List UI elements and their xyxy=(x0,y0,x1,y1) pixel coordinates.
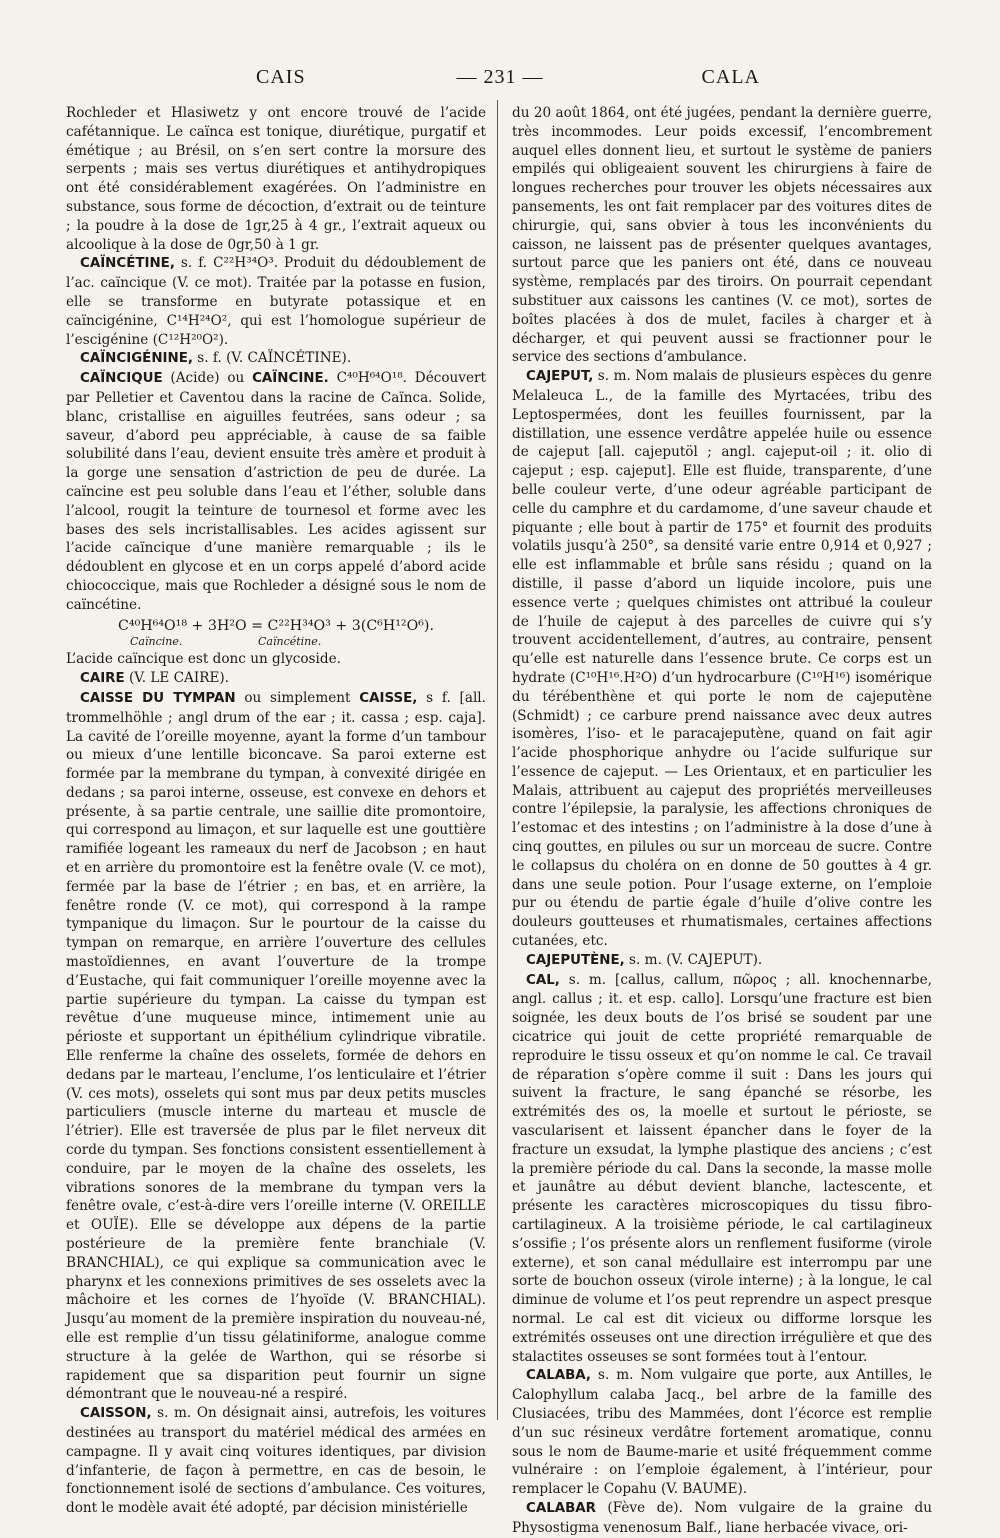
header-left-guideword: CAIS xyxy=(256,66,306,88)
entry-calaba xyxy=(512,1366,932,1499)
entry-text: s. m. On désignait ainsi, autrefois, les voitures destinées au transport du matériel médical des armées en campagne. Il y avait cinq voitures identiques, par division d’infanterie, de façon à permettre, en cas de besoin, le fonctionnement isolé de sections d’ambulance. Ces voitures, dont le modèle avait été adopté, par décision ministérielle xyxy=(66,1405,486,1517)
entry-text: ou simplement xyxy=(235,689,360,706)
entry-cajeputene xyxy=(512,951,932,971)
entry-text: (Fève de). Nom vulgaire de la graine du Physostigma venenosum Balf., liane herbacée vivace, ori- xyxy=(512,1499,932,1536)
page-number: — 231 — xyxy=(456,66,544,88)
headword: CALABA, xyxy=(526,1368,591,1384)
left-column xyxy=(66,104,486,1517)
header-right-guideword: CALA xyxy=(701,66,760,88)
headword: CAÏNCIQUE xyxy=(80,371,163,387)
column-divider xyxy=(497,100,498,1420)
entry-caincetine xyxy=(66,254,486,349)
entry-text: s. f. C²²H³⁴O³. Produit du dédoublement de l’ac. caïncique (V. ce mot). Traitée par la potasse en fusion, elle se transforme en butyrate potassique et en caïncigénine, C¹⁴H²⁴O², qui est l’homologue supérieur de l’escigénine (C¹²H²⁰O²). xyxy=(66,255,486,348)
equation-label: Caïncétine. xyxy=(258,635,322,649)
right-column xyxy=(512,104,932,1536)
entry-cajeput xyxy=(512,367,932,951)
entry-text: s. m. Nom malais de plusieurs espèces du genre Melaleuca L., de la famille des Myrtacées, tribu des Leptospermées, dont les feuilles fournissent, par la distillation, une essence verdâtre appelée huile ou essence de cajeput [all. cajeputöl ; angl. cajeput-oil ; it. olio di cajeput ; esp. cajeput]. Elle est fluide, transparente, d’une belle couleur verte, d’une odeur agréable participant de celle du camphre et du cardamome, d’une saveur chaude et piquante ; elle bout à partir de 175° et fournit des produits volatils jusqu’à 250°, sa densité varie entre 0,914 et 0,927 ; elle est inflammable et brûle sans résidu ; quand on la distille, il passe d’abord un liquide incolore, puis une essence verte ; quelques chimistes ont attribué la couleur de l’huile de cajeput à des parcelles de cuivre qui s’y trouvent accidentellement, d’autres, au contraire, pensent qu’elle est naturelle dans l’essence brute. Ce corps est un hydrate (C¹⁰H¹⁶.H²O) d’un hydrocarbure (C¹⁰H¹⁶) isomérique du térébenthène et qui porte le nom de cajeputène (Schmidt) ; ce carbure prend naissance avec deux autres isomères, l’iso- et le paracajeputène, quand on fait agir l’acide phosphorique anhydre ou l’acide sulfurique sur l’essence de cajeput. — Les Orientaux, et en particulier les Malais, attribuent au cajeput des propriétés merveilleuses contre l’épilepsie, la paralysie, les affections chroniques de l’estomac et des intestins ; on l’administre à la dose d’une à cinq gouttes, en pilules ou sur un morceau de sucre. Contre le collapsus du choléra on en donne de 50 gouttes à 4 gr. dans une seule potion. Pour l’usage externe, on l’emploie pur ou étendu de partie égale d’huile d’olive contre les douleurs goutteuses et rhumatismales, certaines affections cutanées, etc. xyxy=(512,368,932,950)
entry-text: s. f. (V. CAÏNCÉTINE). xyxy=(192,350,352,367)
headword: CAISSON, xyxy=(80,1406,152,1422)
entry-text: s. m. [callus, callum, πῶρος ; all. knochennarbe, angl. callus ; it. et esp. callo]. Lorsqu’une fracture est bien soignée, les deux bouts de l’os brisé se soudent par une cicatrice qui jouit de cette propriété remarquable de reproduire le tissu osseux et qu’on nomme le cal. Ce travail de réparation s’opère comme il suit : Dans les jours qui suivent la fracture, le sang épanché se résorbe, les extrémités des os, la moelle et surtout le périoste, se vascularisent et laissent épancher dans le foyer de la fracture un exsudat, la lymphe plastique des anciens ; c’est la première période du cal. Dans la seconde, la masse molle et jaunâtre au début devient blanche, lactescente, et présente les caractères microscopiques du tissu fibro-cartilagineux. A la troisième période, le cal cartilagineux s’ossifie ; l’os présente alors un renflement fusiforme (virole externe), et son canal médullaire est interrompu par une sorte de bouchon osseux (virole interne) ; à la longue, le cal diminue de volume et l’os peut reprendre un aspect presque normal. Le cal est dit vicieux ou difforme lorsque les extrémités osseuses ont une direction irrégulière et que des stalactites osseuses se sont formées tout à l’entour. xyxy=(512,971,932,1365)
entry-caire xyxy=(66,669,486,689)
entry-text: s. m. Nom vulgaire que porte, aux Antilles, le Calophyllum calaba Jacq., bel arbre de la famille des Clusiacées, tribu des Mammées, dont l’écorce est remplie d’un suc résineux verdâtre fortement aromatique, connu sous le nom de Baume-marie et usité fréquemment comme vulnéraire : on l’emploie également, à l’intérieur, pour remplacer le Copahu (V. BAUME). xyxy=(512,1367,932,1498)
entry-text: s. m. (V. CAJEPUT). xyxy=(624,951,763,968)
entry-text: C⁴⁰H⁶⁴O¹⁸. Découvert par Pelletier et Caventou dans la racine de Caïnca. Solide, blanc, cristallise en aiguilles feutrées, sans odeur ; sa saveur, d’abord peu appréciable, à cause de sa faible solubilité dans l’eau, devient ensuite très amère et produit à la gorge une sensation d’astriction de peu de durée. La caïncine est peu soluble dans l’eau et l’éther, soluble dans l’alcool, rougit la teinture de tournesol et forme avec les bases des sels incristallisables. Les acides agissent sur l’acide caïncique d’une manière remarquable ; ils le dédoublent en glycose et en un corps appelé d’abord acide chiococcique, mais que Rochleder a désigné sous le nom de caïncétine. xyxy=(66,370,486,613)
headword: CAÏNCIGÉNINE, xyxy=(80,351,193,367)
entry-continuation: Rochleder et Hlasiwetz y ont encore trouvé de l’acide cafétannique. Le caïnca est tonique, diurétique, purgatif et émétique ; au Brésil, on s’en sert contre la morsure des serpents ; mais ses vertus diurétiques et antihydropiques ont été considérablement exagérées. On l’administre en substance, sous forme de décoction, d’extrait ou de teinture ; la poudre à la dose de 1gr,25 à 4 gr., l’extrait aqueux ou alcoolique à la dose de 0gr,50 à 1 gr. xyxy=(66,105,486,253)
entry-text: L’acide caïncique est donc un glycoside. xyxy=(66,651,341,668)
headword: CAISSE, xyxy=(359,690,418,706)
headword: CAÏNCÉTINE, xyxy=(80,256,175,272)
entry-continuation: du 20 août 1864, ont été jugées, pendant la dernière guerre, très incommodes. Leur poids excessif, l’encombrement auquel elles donnent lieu, et surtout le système de paniers empilés qui obligeaient souvent les chirurgiens à faire de longues recherches pour trouver les objets nécessaires aux pansements, les ont fait remplacer par des voitures dites de chirurgie, qui, sans obvier à tous les inconvénients du caisson, ne laissent pas de présenter quelques avantages, surtout parce que les paniers ont été, dans ce nouveau système, remplacés par des tiroirs. On pourrait cependant substituer aux caissons les cantines (V. ce mot), sortes de boîtes placées à dos de mulet, faciles à charger et à décharger, et qui peuvent aussi se fractionner pour le service des sections d’ambulance. xyxy=(512,105,932,366)
headword: CAJEPUTÈNE, xyxy=(526,952,625,968)
headword: CAISSE DU TYMPAN xyxy=(80,690,236,706)
headword: CAIRE xyxy=(80,671,125,687)
entry-cal xyxy=(512,971,932,1367)
headword: CAJEPUT, xyxy=(526,369,594,385)
headword: CAÏNCINE. xyxy=(252,371,329,387)
entry-text: s f. [all. trommelhöhle ; angl drum of the ear ; it. cassa ; esp. caja]. La cavité de l’oreille moyenne, ayant la forme d’un tambour ou mieux d’une lentille biconcave. Sa paroi externe est formée par la membrane du tympan, à convexité dirigée en dedans ; sa paroi interne, osseuse, est convexe en dehors et présente, à sa partie centrale, une saillie dite promontoire, qui correspond au limaçon, et sur laquelle est une gouttière ramifiée logeant les rameaux du nerf de Jacobson ; en haut et en arrière du promontoire est la fenêtre ovale (V. ce mot), fermée par la base de l’étrier ; en bas, et en arrière, la fenêtre ronde (V. ce mot), qui correspond à la rampe tympanique du limaçon. Sur le pourtour de la caisse du tympan on remarque, en arrière l’ouverture des cellules mastoïdiennes, en avant l’ouverture de la trompe d’Eustache, qui fait communiquer l’oreille moyenne avec la partie supérieure du tympan. La caisse du tympan est revêtue d’une muqueuse mince, intimement unie au périoste et supportant un épithélium cylindrique vibratile. Elle renferme la chaîne des osselets, formée de dehors en dedans par le marteau, l’enclume, l’os lenticulaire et l’étrier (V. ces mots), osselets qui sont mus par deux petits muscles particuliers (muscle interne du marteau et muscle de l’étrier). Elle est traversée de plus par le filet nerveux dit corde du tympan. Ses fonctions consistent essentiellement à conduire, par le moyen de la chaîne des osselets, les vibrations sonores de la membrane du tympan vers la fenêtre ovale, c’est-à-dire vers l’oreille interne (V. OREILLE et OUÏE). Elle se développe aux dépens de la partie postérieure de la première fente branchiale (V. BRANCHIAL), ce qui explique sa communication avec le pharynx et les connexions primitives de ses osselets avec la mâchoire et les cornes de l’hyoïde (V. BRANCHIAL). Jusqu’au moment de la première inspiration du nouveau-né, elle est remplie d’un tissu gélatiniforme, analogue comme structure à la gelée de Warthon, qui se résorbe si rapidement que sa disparition peut fournir un signe démontrant que le nouveau-né a respiré. xyxy=(66,689,486,1403)
headword: CALABAR xyxy=(526,1500,596,1516)
chemical-equation: C⁴⁰H⁶⁴O¹⁸ + 3H²O = C²²H³⁴O³ + 3(C⁶H¹²O⁶). xyxy=(118,617,434,634)
entry-caincique xyxy=(66,369,486,614)
entry-caincigenine xyxy=(66,349,486,369)
entry-text: (V. LE CAIRE). xyxy=(124,670,229,687)
entry-calabar xyxy=(512,1499,932,1538)
entry-caisse-du-tympan xyxy=(66,689,486,1404)
entry-text: (Acide) ou xyxy=(162,370,253,387)
equation-label: Caïncine. xyxy=(130,635,183,649)
running-head xyxy=(60,66,940,96)
entry-caisson xyxy=(66,1404,486,1518)
headword: CAL, xyxy=(526,972,560,988)
equation-labels xyxy=(66,635,486,650)
